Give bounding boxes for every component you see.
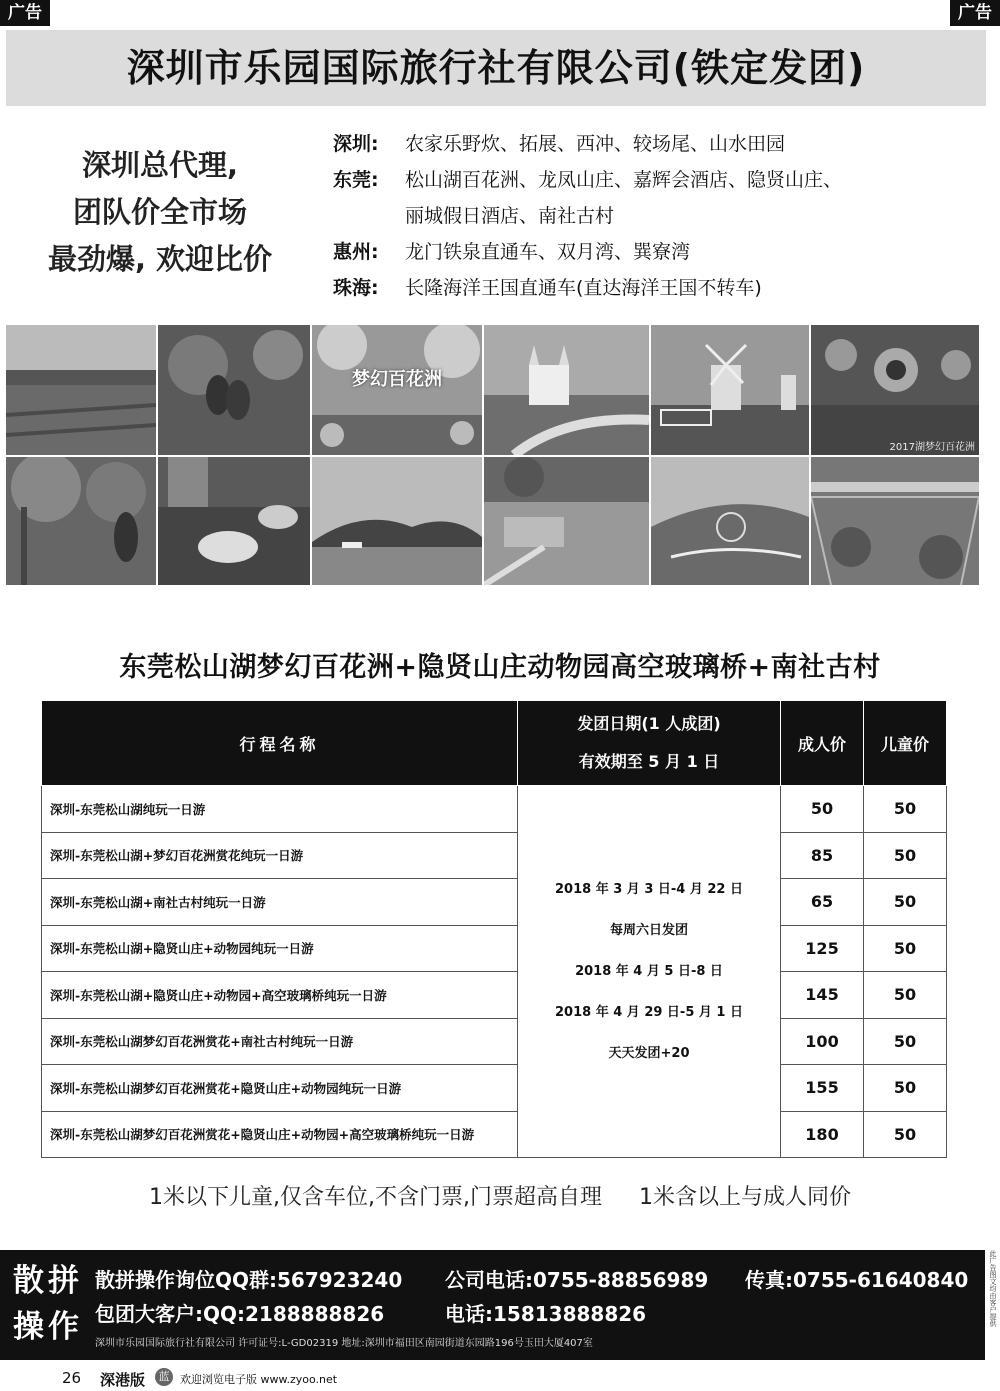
footer-heading [8, 1258, 88, 1350]
table-header-row [42, 701, 947, 786]
vip-qq[interactable]: 包团大客户:QQ:2188888826 [95, 1302, 385, 1326]
table-row [42, 972, 947, 1019]
mobile-phone[interactable]: 电话:15813888826 [445, 1302, 647, 1326]
photo-amusement-park [651, 457, 809, 585]
photo-glass-bridge [811, 457, 979, 585]
qq-group[interactable]: 散拼操作询位QQ群:567923240 [95, 1268, 403, 1292]
child-price-cell: 50 [864, 832, 947, 879]
table-row [42, 879, 947, 926]
footer-heading-line: 操作 [13, 1309, 83, 1345]
destination-city: 惠州: [333, 241, 379, 263]
ad-label-left: 广告 [0, 0, 50, 26]
slogan [20, 142, 300, 283]
route-name-cell: 深圳-东莞松山湖梦幻百花洲赏花+南社古村纯玩一日游 [42, 1018, 518, 1065]
table-row [42, 786, 947, 833]
photo-papaya-orchard [6, 457, 156, 585]
price-table [41, 700, 947, 1158]
destination-text: 农家乐野炊、拓展、西冲、较场尾、山水田园 [405, 133, 786, 155]
departure-date-line: 2018 年 4 月 5 日-8 日 [575, 964, 723, 979]
child-price-cell: 50 [864, 1111, 947, 1158]
departure-date-line: 每周六日发团 [609, 923, 688, 938]
ad-label-right: 广告 [950, 0, 1000, 26]
adult-price-cell: 145 [781, 972, 864, 1019]
child-price-cell: 50 [864, 879, 947, 926]
header-date-line: 有效期至 5 月 1 日 [578, 752, 720, 771]
child-policy-note [0, 1180, 1000, 1211]
page-title: 深圳市乐园国际旅行社有限公司(铁定发团) [6, 30, 986, 106]
adult-price-cell: 180 [781, 1111, 864, 1158]
header-adult-price: 成人价 [781, 701, 864, 786]
photo-windmills [651, 325, 809, 455]
photo-caption: 2017湖梦幻百花洲 [889, 442, 975, 453]
destination-item [333, 270, 983, 306]
child-price-cell: 50 [864, 1018, 947, 1065]
route-name-cell: 深圳-东莞松山湖+隐贤山庄+动物园+高空玻璃桥纯玩一日游 [42, 972, 518, 1019]
destination-text: 龙门铁泉直通车、双月湾、巽寮湾 [405, 241, 691, 263]
note-right: 1米含以上与成人同价 [638, 1185, 851, 1210]
photo-fruit-table [158, 457, 310, 585]
slogan-line: 团队价全市场 [72, 195, 247, 229]
fax-number: 传真:0755-61640840 [745, 1268, 969, 1292]
edition-label: 深港版 [100, 1371, 146, 1389]
route-name-cell: 深圳-东莞松山湖+隐贤山庄+动物园纯玩一日游 [42, 925, 518, 972]
publisher-logo: 蓝 [155, 1368, 173, 1386]
adult-price-cell: 155 [781, 1065, 864, 1112]
route-name-cell: 深圳-东莞松山湖纯玩一日游 [42, 786, 518, 833]
slogan-line: 深圳总代理, [81, 148, 239, 182]
header-child-price: 儿童价 [864, 701, 947, 786]
child-price-cell: 50 [864, 925, 947, 972]
photo-field [6, 325, 156, 455]
destination-city: 深圳: [333, 133, 379, 155]
destination-text: 松山湖百花洲、龙凤山庄、嘉辉会酒店、隐贤山庄、 [405, 169, 843, 191]
company-phone[interactable]: 公司电话:0755-88856989 [445, 1268, 709, 1292]
welcome-link[interactable]: 欢迎浏览电子版 www.zyoo.net [180, 1373, 338, 1386]
adult-price-cell: 50 [781, 786, 864, 833]
header-date-line: 发团日期(1 人成团) [577, 714, 721, 733]
photo-water-park [484, 457, 649, 585]
page-number: 26 [62, 1369, 82, 1387]
destination-item [333, 234, 983, 270]
photo-gallery [6, 325, 981, 587]
contact-footer [0, 1250, 985, 1360]
photo-papaya-tree [158, 325, 310, 455]
adult-price-cell: 85 [781, 832, 864, 879]
slogan-line: 最劲爆, 欢迎比价 [47, 242, 273, 276]
photo-flower-park-sign [312, 325, 482, 455]
table-row [42, 832, 947, 879]
photo-castle [484, 325, 649, 455]
company-info: 深圳市乐园国际旅行社有限公司 许可证号:L-GD02319 地址:深圳市福田区南园街道东园路196号玉田大厦407室 [95, 1338, 593, 1349]
route-title: 东莞松山湖梦幻百花洲+隐贤山庄动物园高空玻璃桥+南社古村 [119, 652, 881, 683]
destination-text: 长隆海洋王国直通车(直达海洋王国不转车) [405, 277, 762, 299]
header-departure-date [518, 701, 781, 786]
table-row [42, 925, 947, 972]
photo-sunflowers [811, 325, 979, 455]
table-row [42, 1018, 947, 1065]
header-route-name: 行程名称 [42, 701, 518, 786]
route-name-cell: 深圳-东莞松山湖梦幻百花洲赏花+隐贤山庄+动物园+高空玻璃桥纯玩一日游 [42, 1111, 518, 1158]
adult-price-cell: 125 [781, 925, 864, 972]
page-footer [0, 1366, 1000, 1391]
side-disclaimer: 此广告图文均由客户提供 [989, 1250, 997, 1327]
destination-city: 珠海: [333, 277, 379, 299]
photo-label: 梦幻百花洲 [352, 369, 442, 390]
departure-dates-cell [518, 786, 781, 1158]
route-name-cell: 深圳-东莞松山湖梦幻百花洲赏花+隐贤山庄+动物园纯玩一日游 [42, 1065, 518, 1112]
footer-heading-line: 散拼 [13, 1263, 83, 1299]
destination-item [333, 162, 983, 198]
child-price-cell: 50 [864, 1065, 947, 1112]
destination-item [333, 126, 983, 162]
destination-city: 东莞: [333, 169, 379, 191]
table-row [42, 1111, 947, 1158]
photo-lake [312, 457, 482, 585]
destination-list [333, 126, 983, 306]
route-name-cell: 深圳-东莞松山湖+梦幻百花洲赏花纯玩一日游 [42, 832, 518, 879]
departure-date-line: 天天发团+20 [608, 1046, 690, 1061]
adult-price-cell: 65 [781, 879, 864, 926]
child-price-cell: 50 [864, 786, 947, 833]
child-price-cell: 50 [864, 972, 947, 1019]
table-row [42, 1065, 947, 1112]
departure-date-line: 2018 年 3 月 3 日-4 月 22 日 [554, 882, 743, 897]
adult-price-cell: 100 [781, 1018, 864, 1065]
route-name-cell: 深圳-东莞松山湖+南社古村纯玩一日游 [42, 879, 518, 926]
departure-date-line: 2018 年 4 月 29 日-5 月 1 日 [554, 1005, 743, 1020]
destination-text-continued: 丽城假日酒店、南社古村 [405, 205, 615, 227]
note-left: 1米以下儿童,仅含车位,不含门票,门票超高自理 [149, 1185, 602, 1210]
